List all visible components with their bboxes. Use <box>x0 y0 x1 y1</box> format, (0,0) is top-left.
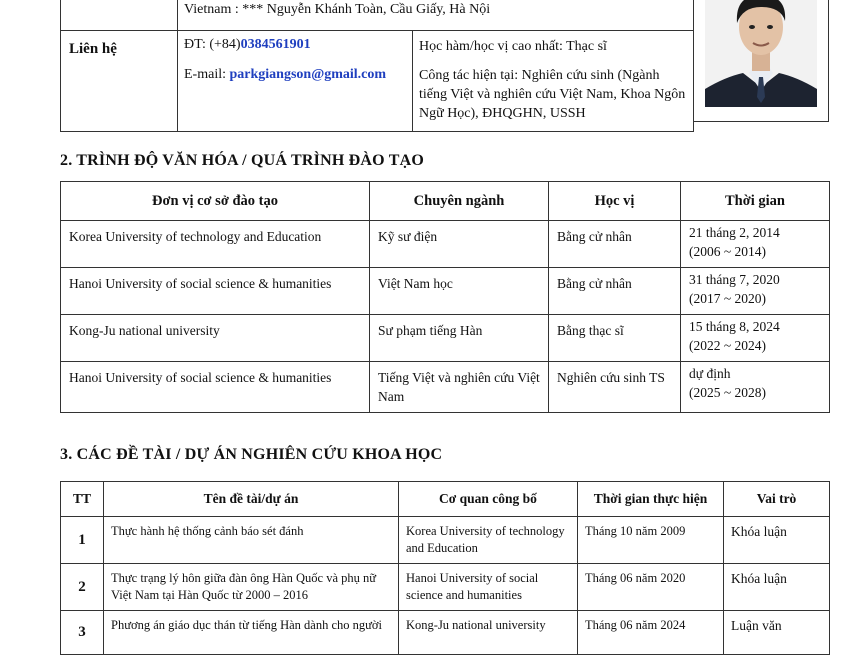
edu-degree: Bằng cử nhân <box>549 221 681 268</box>
res-org: Hanoi University of social science and humanities <box>399 564 578 611</box>
phone-email-cell <box>178 31 413 132</box>
res-time: Tháng 06 năm 2020 <box>578 564 724 611</box>
address-cell <box>178 0 694 31</box>
photo-cell <box>693 0 829 122</box>
phone-link[interactable]: 0384561901 <box>240 37 311 52</box>
edu-col-time: Thời gian <box>681 182 830 221</box>
table-row <box>61 315 830 362</box>
edu-time <box>681 315 830 362</box>
res-tt: 2 <box>61 564 104 611</box>
edu-major: Việt Nam học <box>370 268 549 315</box>
table-row <box>61 611 830 655</box>
email-link[interactable]: parkgiangson@gmail.com <box>229 67 387 82</box>
res-time: Tháng 10 năm 2009 <box>578 517 724 564</box>
edu-major: Sư phạm tiếng Hàn <box>370 315 549 362</box>
phone-line <box>184 37 406 53</box>
res-role: Khóa luận <box>724 564 830 611</box>
edu-degree: Nghiên cứu sinh TS <box>549 362 681 413</box>
contact-table <box>60 0 694 132</box>
contact-label-empty <box>61 0 178 31</box>
edu-col-major: Chuyên ngành <box>370 182 549 221</box>
res-role: Luận văn <box>724 611 830 655</box>
edu-col-institution: Đơn vị cơ sở đào tạo <box>61 182 370 221</box>
degree-text: Học hàm/học vị cao nhất: Thạc sĩ <box>419 39 607 54</box>
edu-time <box>681 268 830 315</box>
table-row <box>61 268 830 315</box>
edu-major: Kỹ sư điện <box>370 221 549 268</box>
edu-col-degree: Học vị <box>549 182 681 221</box>
edu-time <box>681 221 830 268</box>
research-heading: 3. CÁC ĐỀ TÀI / DỰ ÁN NGHIÊN CỨU KHOA HỌC <box>60 446 443 463</box>
edu-time-range: (2022 ~ 2024) <box>689 338 767 353</box>
contact-label: Liên hệ <box>61 31 178 132</box>
research-header-row <box>61 482 830 517</box>
edu-time-date: dự định <box>689 366 731 381</box>
table-row <box>61 517 830 564</box>
res-col-title: Tên đề tài/dự án <box>104 482 399 517</box>
edu-time-range: (2025 ~ 2028) <box>689 385 767 400</box>
work-text: Công tác hiện tại: Nghiên cứu sinh (Ngành tiếng Việt và nghiên cứu Việt Nam, Khoa Ngôn Ngữ Học), ĐHQGHN, USSH <box>419 68 686 121</box>
edu-time-range: (2006 ~ 2014) <box>689 244 767 259</box>
portrait-photo-icon <box>705 0 817 107</box>
table-row <box>61 362 830 413</box>
edu-degree: Bằng thạc sĩ <box>549 315 681 362</box>
edu-degree: Bằng cử nhân <box>549 268 681 315</box>
address-text: Vietnam : *** Nguyễn Khánh Toàn, Cầu Giấy, Hà Nội <box>184 2 491 17</box>
edu-major: Tiếng Việt và nghiên cứu Việt Nam <box>370 362 549 413</box>
res-tt: 1 <box>61 517 104 564</box>
res-role: Khóa luận <box>724 517 830 564</box>
res-col-org: Cơ quan công bố <box>399 482 578 517</box>
res-title: Thực hành hệ thống cảnh báo sét đánh <box>104 517 399 564</box>
education-header-row <box>61 182 830 221</box>
edu-time-range: (2017 ~ 2020) <box>689 291 767 306</box>
research-table <box>60 481 830 655</box>
edu-time-date: 21 tháng 2, 2014 <box>689 225 780 240</box>
edu-institution: Hanoi University of social science & humanities <box>61 362 370 413</box>
edu-institution: Korea University of technology and Education <box>61 221 370 268</box>
table-row <box>61 221 830 268</box>
res-org: Kong-Ju national university <box>399 611 578 655</box>
education-heading: 2. TRÌNH ĐỘ VĂN HÓA / QUÁ TRÌNH ĐÀO TẠO <box>60 152 425 169</box>
res-col-time: Thời gian thực hiện <box>578 482 724 517</box>
res-col-tt: TT <box>61 482 104 517</box>
edu-time-date: 15 tháng 8, 2024 <box>689 319 780 334</box>
res-tt: 3 <box>61 611 104 655</box>
res-time: Tháng 06 năm 2024 <box>578 611 724 655</box>
res-org: Korea University of technology and Education <box>399 517 578 564</box>
res-col-role: Vai trò <box>724 482 830 517</box>
edu-time-date: 31 tháng 7, 2020 <box>689 272 780 287</box>
table-row <box>61 564 830 611</box>
phone-prefix: ĐT: (+84) <box>184 37 241 52</box>
degree-work-cell <box>413 31 694 132</box>
edu-institution: Kong-Ju national university <box>61 315 370 362</box>
email-line <box>184 67 406 83</box>
email-prefix: E-mail: <box>184 67 230 82</box>
edu-institution: Hanoi University of social science & humanities <box>61 268 370 315</box>
edu-time <box>681 362 830 413</box>
education-table <box>60 181 830 413</box>
res-title: Thực trạng lý hôn giữa đàn ông Hàn Quốc và phụ nữ Việt Nam tại Hàn Quốc từ 2000 – 2016 <box>104 564 399 611</box>
res-title: Phương án giáo dục thán từ tiếng Hàn dành cho người <box>104 611 399 655</box>
